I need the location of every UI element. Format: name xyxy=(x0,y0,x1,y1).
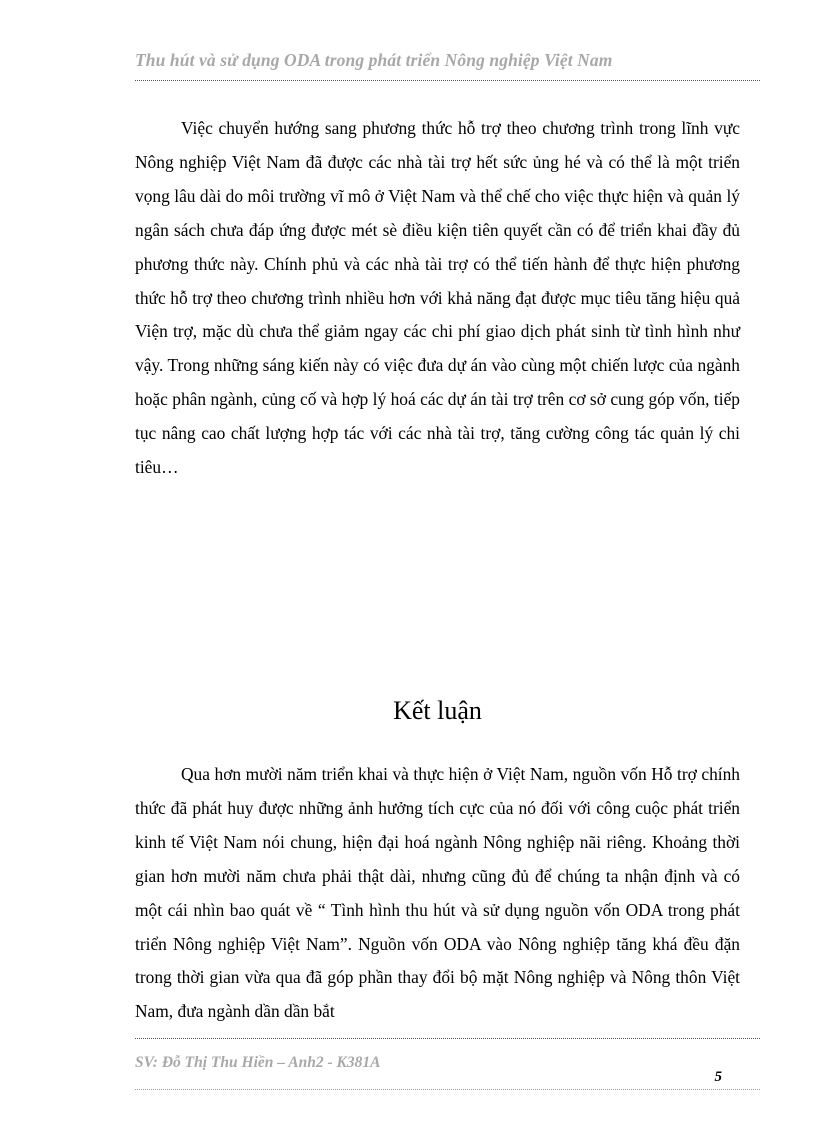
body-paragraph-1: Việc chuyển hướng sang phương thức hỗ trợ theo chương trình trong lĩnh vực Nông nghiệp Việt Nam đã được các nhà tài trợ hết sức ủng hé và có thể là một triển vọng lâu dài do môi trường vĩ mô ở Việt Nam và thể chế cho việc thực hiện và quản lý ngân sách chưa đáp ứng được mét sè điều kiện tiên quyết cần có để triển khai đầy đủ phương thức này. Chính phủ và các nhà tài trợ có thể tiến hành để thực hiện phương thức hỗ trợ theo chương trình nhiều hơn với khả năng đạt được mục tiêu tăng hiệu quả Viện trợ, mặc dù chưa thể giảm ngay các chi phí giao dịch phát sinh từ tình hình như vậy. Trong những sáng kiến này có việc đưa dự án vào cùng một chiến lược của ngành hoặc phân ngành, củng cố và hợp lý hoá các dự án tài trợ trên cơ sở cung góp vốn, tiếp tục nâng cao chất lượng hợp tác với các nhà tài trợ, tăng cường công tác quản lý chi tiêu… xyxy=(135,118,740,478)
footer-divider xyxy=(135,1089,760,1090)
body-paragraph-2: Qua hơn mười năm triển khai và thực hiện ở Việt Nam, nguồn vốn Hỗ trợ chính thức đã phát huy được những ảnh hưởng tích cực của nó đối với công cuộc phát triển kinh tế Việt Nam nói chung, hiện đại hoá ngành Nông nghiệp nãi riêng. Khoảng thời gian hơn mười năm chưa phải thật dài, nhưng cũng đủ để chúng ta nhận định và có một cái nhìn bao quát về “ Tình hình thu hút và sử dụng nguồn vốn ODA trong phát triển Nông nghiệp Việt Nam”. Nguồn vốn ODA vào Nông nghiệp tăng khá đều đặn trong thời gian vừa qua đã góp phần thay đổi bộ mặt Nông nghiệp và Nông thôn Việt Nam, đưa ngành dần dần bắt xyxy=(135,764,740,1022)
header-title: Thu hút và sử dụng ODA trong phát triển Nông nghiệp Việt Nam xyxy=(135,50,613,70)
page-number: 5 xyxy=(714,1069,722,1085)
page-header xyxy=(135,50,760,81)
footer-author: SV: Đỗ Thị Thu Hiền – Anh2 - K381A xyxy=(135,1054,381,1071)
section-heading-conclusion: Kết luận xyxy=(393,696,482,725)
page-footer xyxy=(135,1038,760,1109)
